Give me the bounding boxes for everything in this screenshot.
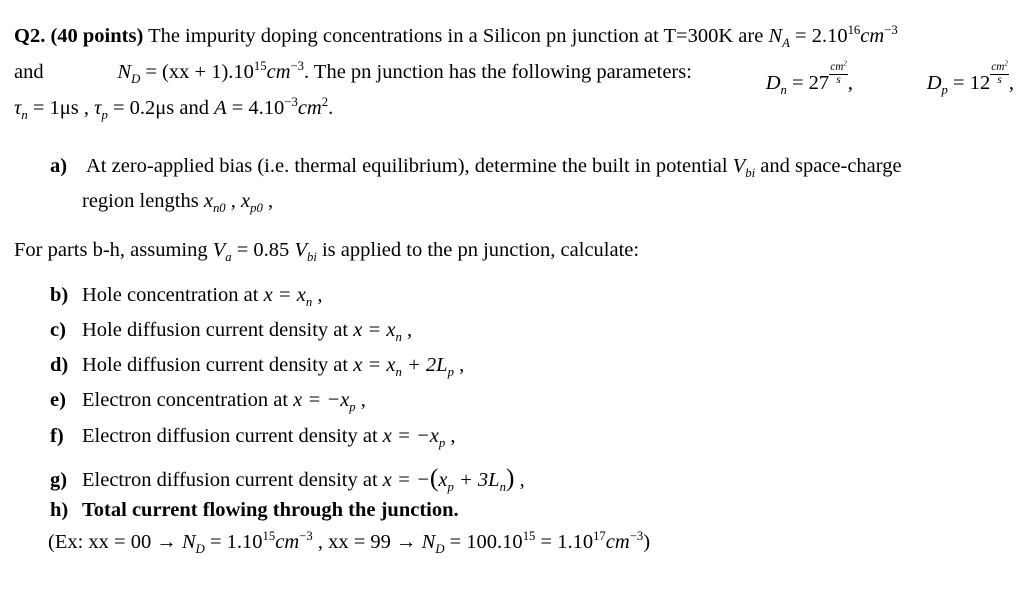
part-h	[50, 500, 459, 521]
and-text-2: and	[179, 97, 209, 119]
bias-text-2: is applied to the pn junction, calculate:	[321, 239, 640, 261]
part-a-text-2: and space-charge	[760, 155, 902, 177]
va-equation: $V_a = 0.85$ $V_{bi}$	[212, 239, 317, 264]
part-expr: $x = -x_p$ ,	[293, 389, 366, 414]
part-expr: $x = x_n + 2L_p$ ,	[353, 354, 465, 379]
arrow-icon: →	[151, 531, 182, 553]
part-label: h)	[50, 499, 69, 521]
part-a-line-1	[50, 155, 902, 180]
part-c	[50, 319, 413, 344]
part-a-label: a)	[50, 155, 68, 177]
example-close: )	[643, 531, 651, 553]
example-mid: , xx = 99	[312, 531, 391, 553]
na-equation: $N_A = 2.10^{16}cm^{-3}$	[768, 23, 898, 50]
taun-equation: $\tau_n = 1\mu s$ ,	[14, 97, 89, 122]
question-intro: The impurity doping concentrations in a Silicon pn junction at T=300K are	[148, 25, 764, 47]
part-text: Hole diffusion current density at	[82, 354, 349, 376]
dp-equation: $D_p = 12$ $\frac{cm^2}{s}$ ,	[926, 59, 1014, 97]
part-a-line-2	[82, 190, 274, 215]
part-text: Electron concentration at	[82, 389, 289, 411]
part-expr: $x = x_n$ ,	[263, 284, 323, 309]
dn-equation: $D_n = 27$ $\frac{cm^2}{s}$ ,	[765, 59, 853, 97]
taup-equation: $\tau_p = 0.2\mu s$	[94, 97, 175, 122]
question-number: Q2.	[14, 25, 46, 47]
vbi-symbol: $V_{bi}$	[732, 155, 756, 180]
part-a-text: At zero-applied bias (i.e. thermal equilibrium), determine the built in potential	[86, 155, 728, 177]
part-text: Electron diffusion current density at	[82, 425, 378, 447]
area-equation: $A = 4.10^{-3}cm^2$.	[214, 95, 334, 119]
part-text: Total current flowing through the junction.	[82, 499, 459, 521]
and-text: and	[14, 61, 44, 83]
part-a-text-3: region lengths	[82, 190, 199, 212]
bias-text: For parts b-h, assuming	[14, 239, 208, 261]
example-open: (Ex: xx = 00	[48, 531, 152, 553]
bias-line	[14, 239, 640, 264]
part-label: g)	[50, 469, 68, 491]
part-g	[50, 463, 525, 494]
part-b	[50, 284, 323, 309]
part-label: b)	[50, 284, 69, 306]
part-text: Electron diffusion current density at	[82, 469, 378, 491]
question-line-2	[14, 59, 1014, 97]
xn0-xp0-symbols: $x_{n0}$ , $x_{p0}$ ,	[203, 190, 274, 215]
part-expr: $x = -x_p$ ,	[382, 425, 456, 450]
part-expr: $x = -(x_p + 3L_n)$ ,	[382, 463, 525, 494]
part-d	[50, 354, 465, 379]
part-label: d)	[50, 354, 69, 376]
nd-equation: $N_D = (xx + 1).10^{15}cm^{-3}$. The pn junction has the following parameters:	[117, 59, 692, 86]
part-expr: $x = x_n$ ,	[353, 319, 413, 344]
question-points: (40 points)	[50, 25, 144, 47]
question-line-3	[14, 95, 334, 122]
part-text: Hole diffusion current density at	[82, 319, 349, 341]
part-e	[50, 389, 366, 414]
part-label: e)	[50, 389, 66, 411]
example-line	[48, 529, 651, 556]
part-label: f)	[50, 425, 64, 447]
part-label: c)	[50, 319, 66, 341]
question-header-line	[14, 23, 898, 50]
part-f	[50, 425, 456, 450]
part-text: Hole concentration at	[82, 284, 259, 306]
nd2-equation: $N_D = 100.10^{15} = 1.10^{17}cm^{-3}$	[421, 529, 644, 556]
nd1-equation: $N_D = 1.10^{15}cm^{-3}$	[181, 529, 313, 556]
arrow-icon: →	[390, 531, 422, 553]
